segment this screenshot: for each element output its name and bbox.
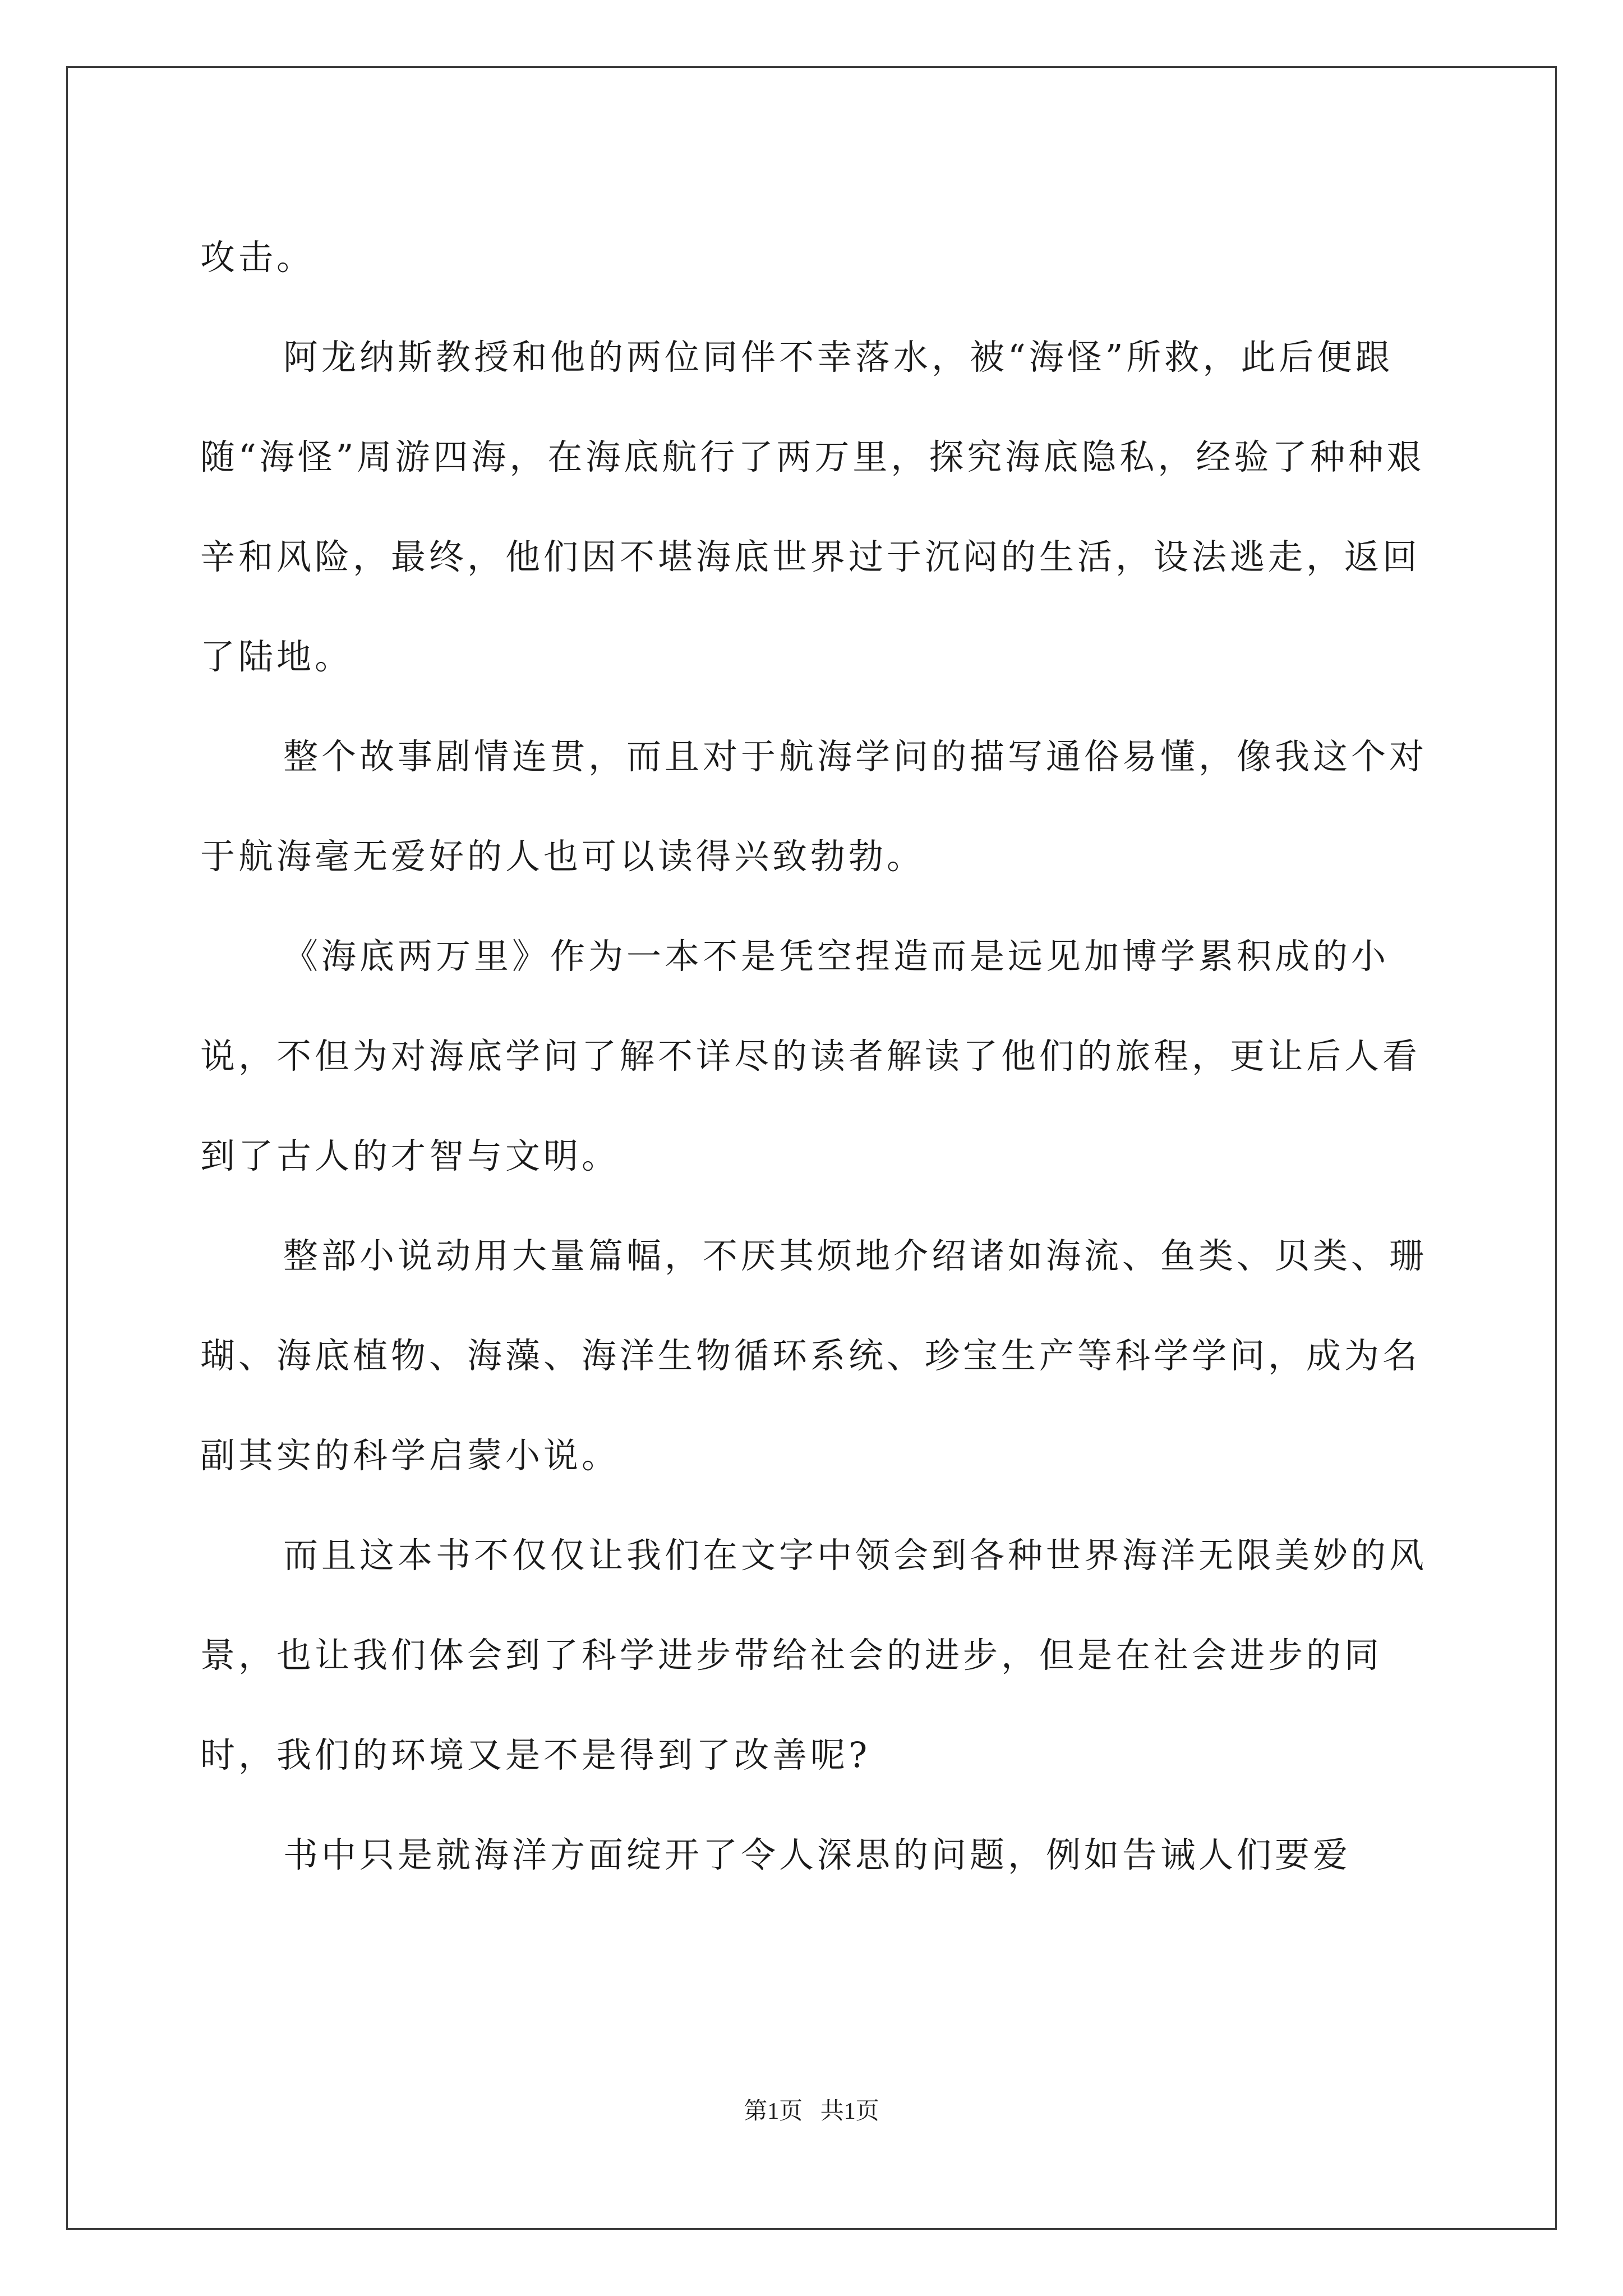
page-number: 第1页 [744, 2099, 803, 2124]
paragraph: 而且这本书不仅仅让我们在文字中领会到各种世界海洋无限美妙的风景，也让我们体会到了科学进步带给社会的进步，但是在社会进步的同时，我们的环境又是不是得到了改善呢? [200, 1535, 1428, 1775]
paragraph: 书中只是就海洋方面绽开了令人深思的问题，例如告诫人们要爱 [283, 1834, 1352, 1875]
paragraph: 整个故事剧情连贯，而且对于航海学问的描写通俗易懂，像我这个对于航海毫无爱好的人也可以读得兴致勃勃。 [200, 736, 1428, 877]
paragraph: 阿龙纳斯教授和他的两位同伴不幸落水，被“海怪”所救，此后便跟随“海怪”周游四海，在海底航行了两万里，探究海底隐私，经验了种种艰辛和风险，最终，他们因不堪海底世界过于沉闷的生活，设法逃走，返回了陆地。 [200, 337, 1425, 677]
document-body [200, 208, 1431, 1905]
paragraph-continuation: 攻击。 [200, 237, 315, 278]
paragraph: 整部小说动用大量篇幅，不厌其烦地介绍诸如海流、鱼类、贝类、珊瑚、海底植物、海藻、海洋生物循环系统、珍宝生产等科学学问，成为名副其实的科学启蒙小说。 [200, 1235, 1428, 1476]
paragraph: 《海底两万里》作为一本不是凭空捏造而是远见加博学累积成的小说，不但为对海底学问了解不详尽的读者解读了他们的旅程，更让后人看到了古人的才智与文明。 [200, 936, 1421, 1176]
page-total: 共1页 [820, 2099, 879, 2124]
page-footer [0, 2092, 1623, 2126]
